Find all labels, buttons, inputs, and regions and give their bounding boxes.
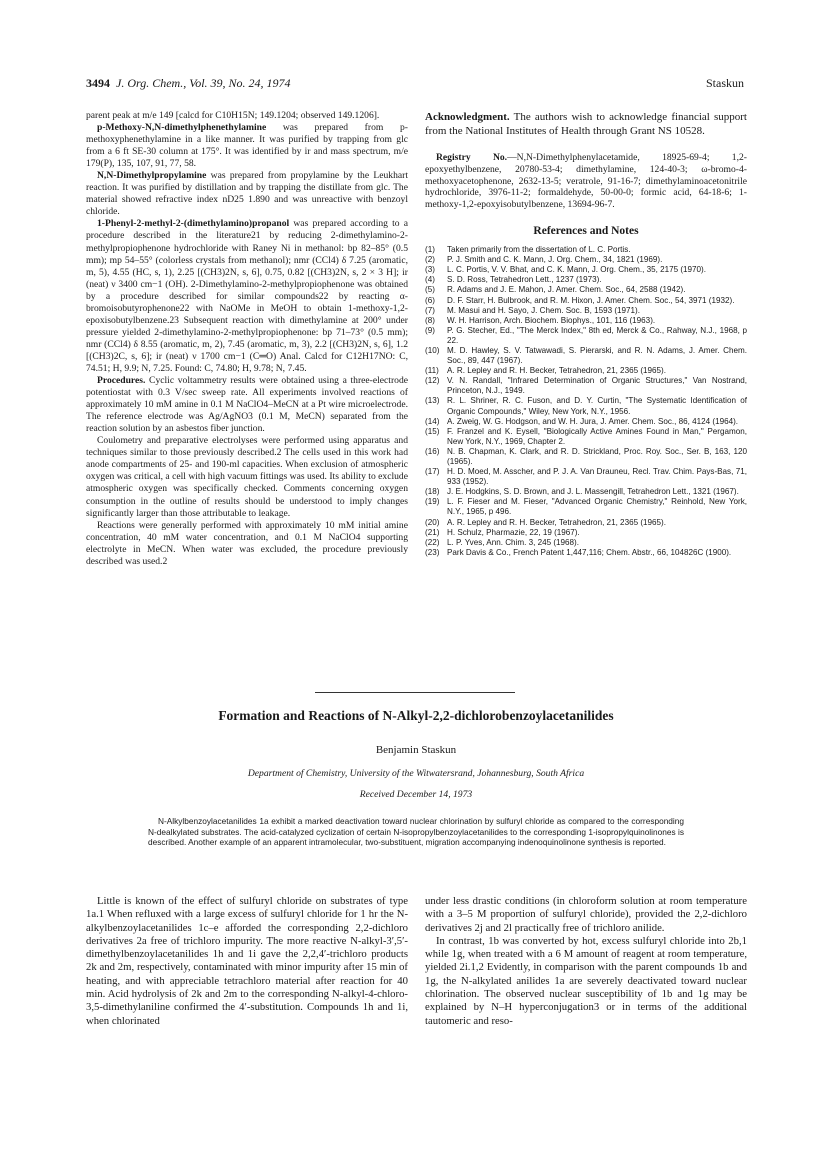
reference-number: (18): [425, 487, 440, 497]
reference-number: (14): [425, 416, 440, 426]
running-author: Staskun: [705, 76, 744, 90]
reference-text: F. Franzel and K. Eysell, "Biologically Active Amines Found in Man," Pergamon, New York, N.Y., 1969, Chapter 2.: [447, 426, 747, 446]
reference-number: (16): [425, 446, 440, 456]
reference-item: [425, 467, 747, 487]
paragraph: In contrast, 1b was converted by hot, excess sulfuryl chloride into 2b,1 while 1g, when treated with a 6 M amount of reagent at room temperature, yielded 2i.1,2 Evidently, in comparison with the parent compounds 1b and 1g, the N-alkylated anilides 1a are severely deactivated toward nuclear chlorination. The observed nuclear susceptibility of 1b and 1g may be explained by N–H hyperconjugation3 or in terms of the additional tautomeric and reso-: [425, 934, 747, 1027]
reference-text: A. Zweig, W. G. Hodgson, and W. H. Jura, J. Amer. Chem. Soc., 86, 4124 (1964).: [447, 416, 739, 426]
header-journal: [86, 76, 291, 91]
reference-item: [425, 245, 747, 255]
reference-number: (5): [425, 285, 435, 295]
reference-number: (4): [425, 275, 435, 285]
reference-number: (13): [425, 396, 440, 406]
reference-text: N. B. Chapman, K. Clark, and R. D. Strickland, Proc. Roy. Soc., Ser. B, 163, 120 (1965).: [447, 446, 747, 466]
paragraph: Little is known of the effect of sulfuryl chloride on substrates of type 1a.1 When refluxed with a large excess of sulfuryl chloride for 1 hr the N-alkylbenzoylacetanilides 1c–e afforded the corresponding 2,2-dichloro derivatives 2a free of trichloro impurity. The more reactive N-alkyl-3′,5′-dimethylbenzoylacetanilides 1h and 1i gave the 2,2,4′-trichloro products 2k and 2m, respectively, contaminated with minor impurity after 15 min of heating, and with appreciable tetrachloro material after reaction for 40 min. Acid hydrolysis of 2k and 2m to the corresponding N-alkyl-4-chloro-3,5-dimethylaniline confirmed the 4′-substitution. Compounds 1h and 1i, when chlorinated: [86, 895, 408, 1027]
reference-item: [425, 275, 747, 285]
reference-number: (20): [425, 517, 440, 527]
reference-item: [425, 417, 747, 427]
reference-number: (2): [425, 255, 435, 265]
ack-heading: Acknowledgment.: [425, 111, 510, 123]
reference-number: (17): [425, 467, 440, 477]
body-right-column: [425, 895, 747, 1028]
run-in-heading: Procedures.: [97, 375, 146, 387]
reference-item: [425, 255, 747, 265]
reference-number: (8): [425, 315, 435, 325]
paragraph: Reactions were generally performed with approximately 10 mM initial amine concentration, 40 mM water concentration, and 0.1 M NaClO4 supporting electrolyte in MeCN. When water was excluded, the procedure previously described was used.2: [86, 519, 408, 567]
paragraph: under less drastic conditions (in chloroform solution at room temperature with a 3–5 M proportion of sulfuryl chloride), provided the 2,2-dichloro derivatives 2j and 2l practically free of trichloro anilide.: [425, 895, 747, 934]
abstract: N-Alkylbenzoylacetanilides 1a exhibit a marked deactivation toward nuclear chlorination by sulfuryl chloride as compared to the corresponding N-dealkylated substrates. The acid-catalyzed cyclization of certain N-isopropylbenzoylacetanilides to the corresponding 1-isopropylquinolinones is described. Another example of an apparent intramolecular, two-substituent, migration accompanying indenoquinolinone synthesis is reported.: [148, 816, 684, 847]
paragraph: Coulometry and preparative electrolyses were performed using apparatus and techniques similar to those previously described.2 The cells used in this work had anode compartments of 25- and 190-ml capacities. When exclusion of atmospheric oxygen was critical, a cell with high vacuum fittings was used. Its ability to exclude atmospheric oxygen was specifically checked. Comments concerning oxygen consumption in the outline of results should be understood to imply changes significantly larger than those attributable to leakage.: [86, 435, 408, 519]
reference-text: V. N. Randall, "Infrared Determination of Organic Structures," Van Nostrand, Princeton, N.J., 1949.: [447, 376, 747, 396]
registry-heading: Registry No.: [436, 152, 508, 163]
reference-number: (6): [425, 295, 435, 305]
paragraph: parent peak at m/e 149 [calcd for C10H15N; 149.1204; observed 149.1206].: [86, 110, 380, 121]
reference-text: S. D. Ross, Tetrahedron Lett., 1237 (1973).: [447, 275, 602, 285]
acknowledgment: Acknowledgment. The authors wish to acknowledge financial support from the National Institutes of Health through Grant NS 10528.: [425, 111, 747, 137]
reference-text: H. Schulz, Pharmazie, 22, 19 (1967).: [447, 527, 580, 537]
reference-item: [425, 497, 747, 517]
paragraph: Procedures. Cyclic voltammetry results were obtained using a three-electrode potentiostat with 0.3 V/sec sweep rate. All experiments involved reactions of approximately 10 mM amine in 0.1 M NaClO4–MeCN at a Pt wire microelectrode. The reference electrode was Ag/AgNO3 (0.1 M, MeCN) separated from the reaction solution by an asbestos fiber junction.: [86, 375, 408, 435]
run-in-heading: N,N-Dimethylpropylamine: [97, 170, 207, 182]
reference-item: [425, 447, 747, 467]
reference-number: (1): [425, 245, 435, 255]
received-date: Received December 14, 1973: [359, 789, 473, 800]
reference-text: L. P. Yves, Ann. Chim. 3, 245 (1968).: [447, 537, 579, 547]
article-author: Benjamin Staskun: [375, 744, 457, 756]
paragraph: N,N-Dimethylpropylamine was prepared from propylamine by the Leukhart reaction. It was purified by distillation and by trapping the distillate from glc. The material showed refractive index nD25 1.890 and was unreactive with benzoyl chloride.: [86, 170, 408, 218]
reference-number: (23): [425, 547, 440, 557]
reference-item: [425, 528, 747, 538]
left-column: [86, 110, 408, 568]
reference-item: [425, 346, 747, 366]
reference-number: (11): [425, 366, 439, 376]
reference-item: [425, 538, 747, 548]
reference-number: (3): [425, 265, 435, 275]
registry-numbers: Registry No.—N,N-Dimethylphenylacetamide, 18925-69-4; 1,2-epoxyethylbenzene, 20780-53-4; dimethylamine, 124-40-3; ω-bromo-4-methoxyacetophenone, 2632-13-5; veratrole, 91-16-7; dimethylaminoacetonitrile hydrochloride, 3976-11-2; formaldehyde, 50-00-0; formic acid, 64-18-6; 1-methoxy-1,2-epoxyisobutylbenzene, 13694-96-7.: [425, 152, 747, 211]
reference-text: P. J. Smith and C. K. Mann, J. Org. Chem., 34, 1821 (1969).: [447, 255, 663, 265]
section-divider: [315, 692, 515, 693]
reference-text: Taken primarily from the dissertation of L. C. Portis.: [447, 245, 631, 255]
run-in-heading: 1-Phenyl-2-methyl-2-(dimethylamino)propanol: [97, 218, 290, 230]
reference-number: (7): [425, 305, 435, 315]
reference-item: [425, 296, 747, 306]
reference-item: [425, 427, 747, 447]
reference-item: [425, 548, 747, 558]
reference-number: (10): [425, 345, 440, 355]
references-heading: References and Notes: [533, 224, 639, 237]
article-title: Formation and Reactions of N-Alkyl-2,2-dichlorobenzoylacetanilides: [218, 708, 614, 723]
reference-text: M. D. Hawley, S. V. Tatwawadi, S. Pierarski, and R. N. Adams, J. Amer. Chem. Soc., 89, 447 (1967).: [447, 345, 747, 366]
reference-text: A. R. Lepley and R. H. Becker, Tetrahedron, 21, 2365 (1965).: [447, 517, 666, 527]
reference-item: [425, 316, 747, 326]
right-column: [425, 110, 747, 558]
reference-text: W. H. Harrison, Arch. Biochem. Biophys., 101, 116 (1963).: [447, 315, 656, 325]
reference-text: L. F. Fieser and M. Fieser, "Advanced Organic Chemistry," Reinhold, New York, N.Y., 1965, p 496.: [447, 497, 747, 517]
reference-text: M. Masui and H. Sayo, J. Chem. Soc. B, 1593 (1971).: [447, 305, 640, 315]
reference-number: (15): [425, 426, 440, 436]
reference-text: A. R. Lepley and R. H. Becker, Tetrahedron, 21, 2365 (1965).: [447, 366, 666, 376]
reference-text: P. G. Stecher, Ed., "The Merck Index," 8th ed, Merck & Co., Rahway, N.J., 1968, p 22.: [447, 325, 747, 345]
reference-number: (19): [425, 497, 440, 507]
reference-item: [425, 326, 747, 346]
reference-item: [425, 376, 747, 396]
paragraph: p-Methoxy-N,N-dimethylphenethylamine was prepared from p-methoxyphenethylamine in a like manner. It was purified by trapping from glc from a 6 ft SE-30 column at 175°. It was identified by ir and mass spectrum, m/e 179(P), 135, 107, 91, 77, 58.: [86, 122, 408, 170]
author-affiliation: Department of Chemistry, University of the Witwatersrand, Johannesburg, South Africa: [247, 768, 585, 779]
reference-text: Park Davis & Co., French Patent 1,447,116; Chem. Abstr., 66, 104826C (1900).: [447, 547, 732, 557]
reference-text: R. Adams and J. E. Mahon, J. Amer. Chem. Soc., 64, 2588 (1942).: [447, 285, 686, 295]
reference-text: D. F. Starr, H. Bulbrook, and R. M. Hixon, J. Amer. Chem. Soc., 54, 3971 (1932).: [447, 295, 735, 305]
journal-citation: J. Org. Chem., Vol. 39, No. 24, 1974: [116, 76, 291, 90]
reference-item: [425, 265, 747, 275]
reference-number: (21): [425, 527, 440, 537]
reference-item: [425, 518, 747, 528]
reference-text: H. D. Moed, M. Asscher, and P. J. A. Van Drauneu, Recl. Trav. Chim. Pays-Bas, 71, 933 (1952).: [447, 467, 747, 487]
reference-number: (22): [425, 537, 440, 547]
references-list: [425, 245, 747, 558]
reference-item: [425, 306, 747, 316]
paragraph: 1-Phenyl-2-methyl-2-(dimethylamino)propanol was prepared according to a procedure described in the literature21 by reducing 2-dimethylamino-2-methylpropiophenone hydrochloride with Raney Ni in methanol: bp 82–85° (0.5 mm); mp 54–55° (colorless crystals from methanol); nmr (CCl4) δ 7.25 (aromatic, m, 5), 4.55 (HC, s, 1), 2.25 [(CH3)2N, s, 6], 0.75, 0.82 [(CH3)2N, s, 2 × 3 H]; ir (neat) ν 3400 cm−1 (OH). 2-Dimethylamino-2-methylpropiophenone was obtained by a procedure described for similar compounds22 by reacting α-bromoisobutyrophenone22 with NaOMe in MeOH to obtain 1-methoxy-1,2-epoxisobutylbenzene.23 Subsequent reaction with dimethylamine at 200° under pressure yielded 2-dimethylamino-2-methylpropiophenone: bp 71–73° (0.5 mm); nmr (CCl4) δ 8.55 (aromatic, m, 2), 7.45 (aromatic, m, 3), 2.2 [(CH3)2N, s, 6], 1.2 [(CH3)2C, s, 6]; ir (neat) ν 1700 cm−1 (C═O) Anal. Calcd for C12H17NO: C, 74.51; H, 9.9; N, 7.25. Found: C, 74.80; H, 9.78; N, 7.45.: [86, 218, 408, 374]
reference-item: [425, 396, 747, 416]
body-left-column: [86, 895, 408, 1028]
reference-number: (9): [425, 325, 435, 335]
reference-item: [425, 285, 747, 295]
reference-text: L. C. Portis, V. V. Bhat, and C. K. Mann, J. Org. Chem., 35, 2175 (1970).: [447, 265, 706, 275]
page-number: 3494: [86, 76, 110, 90]
reference-item: [425, 366, 747, 376]
reference-text: J. E. Hodgkins, S. D. Brown, and J. L. Massengill, Tetrahedron Lett., 1321 (1967).: [447, 487, 739, 497]
run-in-heading: p-Methoxy-N,N-dimethylphenethylamine: [97, 122, 267, 134]
reference-item: [425, 487, 747, 497]
reference-text: R. L. Shriner, R. C. Fuson, and D. Y. Curtin, "The Systematic Identification of Organic Compounds," Wiley, New York, N.Y., 1956.: [447, 396, 747, 416]
running-header: [86, 76, 744, 96]
reference-number: (12): [425, 376, 440, 386]
